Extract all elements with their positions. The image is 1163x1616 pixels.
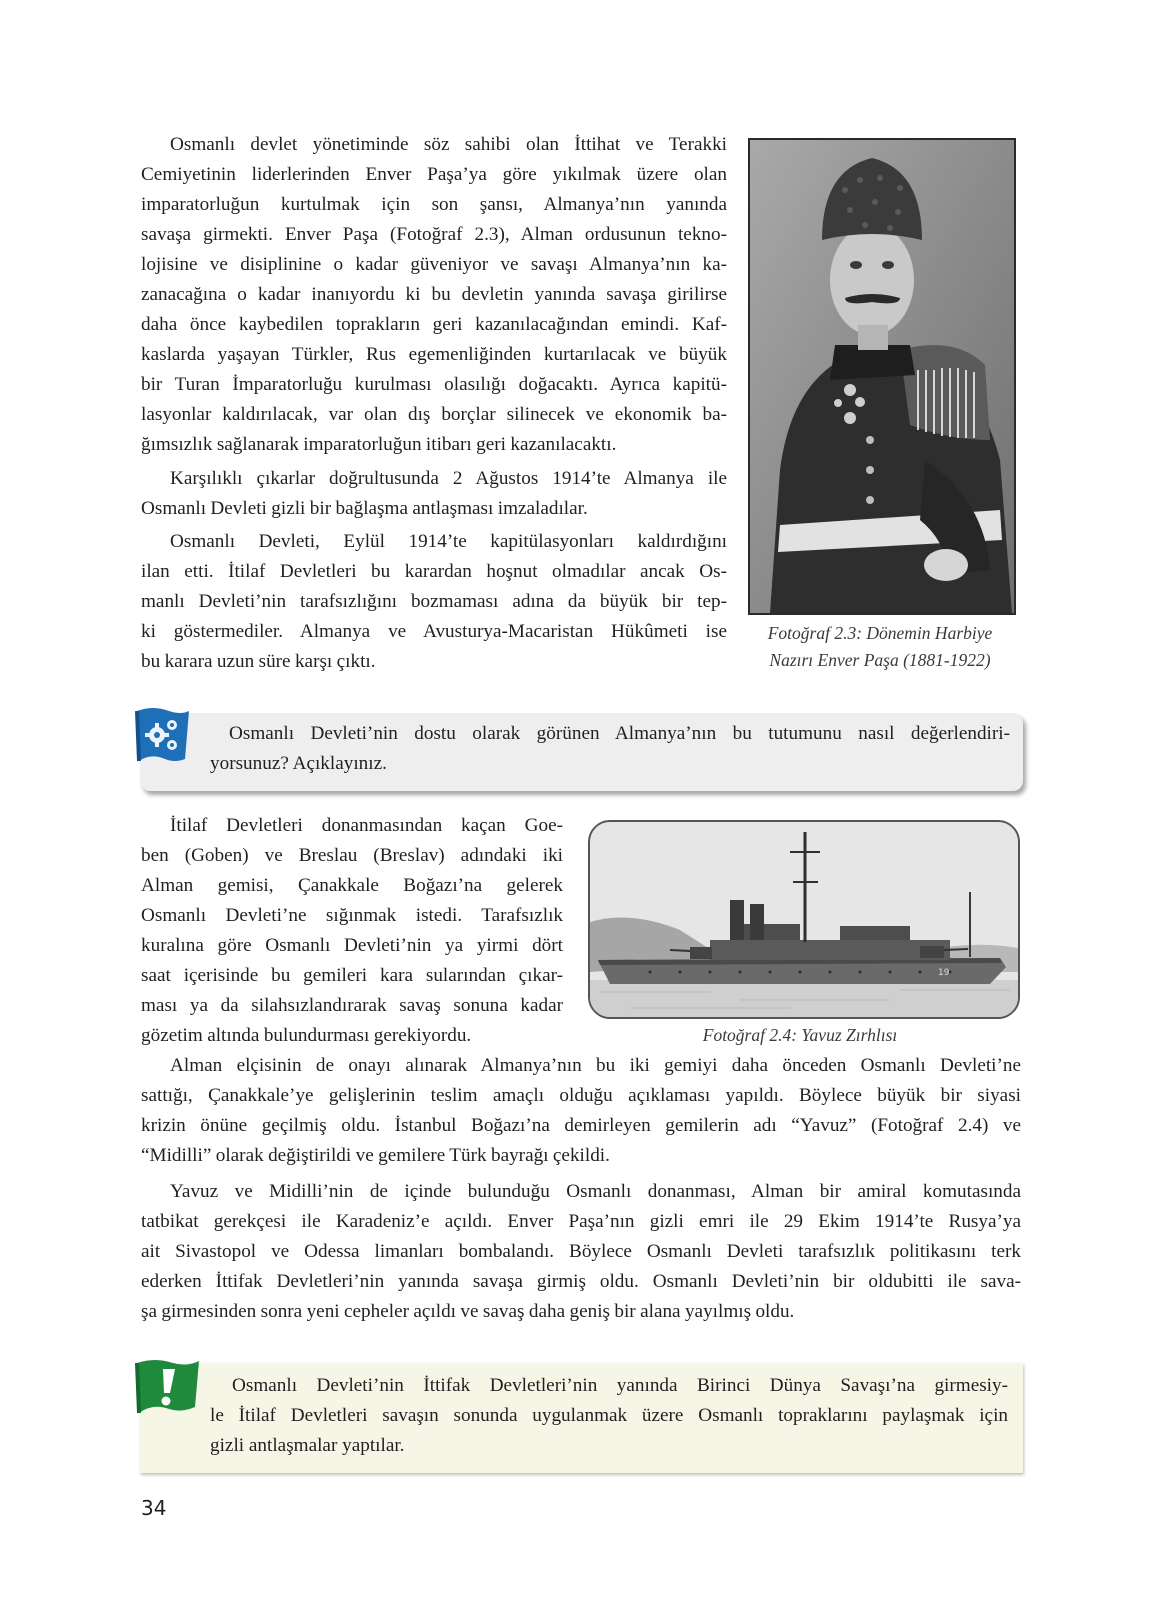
text-line: saat içerisinde bu gemileri kara sularından çıkar- (141, 965, 563, 986)
text-line: ilan etti. İtilaf Devletleri bu karardan hoşnut olmadılar ancak Os- (141, 561, 727, 582)
text-line: imparatorluğun kurtulmak için son şansı, Almanya’nın yanında (141, 194, 727, 215)
text-line: kuralına göre Osmanlı Devleti’nin ya yirmi dört (141, 935, 563, 956)
paragraph-3 (141, 527, 727, 677)
text-line: Osmanlı devlet yönetiminde söz sahibi olan İttihat ve Terakki (170, 134, 727, 155)
ship-illustration (590, 822, 1018, 1017)
info-text (210, 1371, 1008, 1461)
text-line: ki göstermediler. Almanya ve Avusturya-Macaristan Hükûmeti ise (141, 621, 727, 642)
text-line: bir Turan İmparatorluğu kurulması olasılığı doğacaktı. Ayrıca kapitü- (141, 374, 727, 395)
text-line: lasyonlar kaldırılacak, var olan dış borçlar silinecek ve ekonomik ba- (141, 404, 727, 425)
question-line: yorsunuz? Açıklayınız. (210, 753, 387, 774)
text-line: krizin önüne geçilmiş oldu. İstanbul Boğazı’na demirleyen gemilerin adı “Yavuz” (Fotoğraf 2.4) ve (141, 1115, 1021, 1136)
paragraph-2 (141, 464, 727, 524)
text-line: Osmanlı Devleti gizli bir bağlaşma antlaşması imzaladılar. (141, 498, 588, 519)
question-text (210, 719, 1010, 779)
text-line: ması ya da silahsızlandırarak savaş sonuna kadar (141, 995, 563, 1016)
text-line: Osmanlı Devleti, Eylül 1914’te kapitülasyonları kaldırdığını (170, 531, 727, 552)
text-line: Karşılıklı çıkarlar doğrultusunda 2 Ağustos 1914’te Almanya ile (170, 468, 727, 489)
paragraph-4 (141, 811, 563, 1051)
text-line: ederken İttifak Devletleri’nin yanında savaşa girmiş oldu. Osmanlı Devleti’nin bir oldubitti ile sava- (141, 1271, 1021, 1292)
question-flag (133, 705, 191, 767)
text-line: Alman elçisinin de onayı alınarak Almanya’nın bu iki gemiyi daha önceden Osmanlı Devleti’ne (170, 1055, 1021, 1076)
text-line: gözetim altında bulundurması gerekiyordu. (141, 1025, 472, 1046)
info-box (140, 1363, 1023, 1473)
text-line: ait Sivastopol ve Odessa limanları bombalandı. Böylece Osmanlı Devleti tarafsızlık politikasını terk (141, 1241, 1021, 1262)
question-line: Osmanlı Devleti’nin dostu olarak görünen Almanya’nın bu tutumunu nasıl değerlendiri- (229, 723, 1010, 744)
question-box (140, 713, 1023, 791)
text-line: Alman gemisi, Çanakkale Boğazı’na gelerek (141, 875, 563, 896)
paragraph-5 (141, 1051, 1021, 1171)
text-line: daha önce kaybedilen toprakların geri kazanılacağından emindi. Kaf- (141, 314, 727, 335)
text-line: kaslarda yaşayan Türkler, Rus egemenliğinden kurtarılacak ve büyük (141, 344, 727, 365)
paragraph-1 (141, 130, 727, 460)
text-line: İtilaf Devletleri donanmasından kaçan Goe- (170, 815, 563, 836)
text-line: “Midilli” olarak değiştirildi ve gemilere Türk bayrağı çekildi. (141, 1145, 610, 1166)
text-line: savaşa girmekti. Enver Paşa (Fotoğraf 2.3), Alman ordusunun tekno- (141, 224, 727, 245)
text-line: Cemiyetinin liderlerinden Enver Paşa’ya göre yıkılmak üzere olan (141, 164, 727, 185)
paragraph-6 (141, 1177, 1021, 1327)
text-line: manlı Devleti’nin tarafsızlığını bozmaması adına da büyük bir tep- (141, 591, 727, 612)
hull-number: 19 (938, 968, 950, 978)
text-line: sattığı, Çanakkale’ye gelişlerinin teslim amaçlı olduğu açıklaması yapıldı. Böylece büyük bir siyasi (141, 1085, 1021, 1106)
info-line: Osmanlı Devleti’nin İttifak Devletleri’nin yanında Birinci Dünya Savaşı’na girmesiy- (232, 1375, 1008, 1396)
text-line: tatbikat gerekçesi ile Karadeniz’e açıldı. Enver Paşa’nın gizli emri ile 29 Ekim 1914’te Rusya’ya (141, 1211, 1021, 1232)
text-line: ben (Goben) ve Breslau (Breslav) adındaki iki (141, 845, 563, 866)
text-line: şa girmesinden sonra yeni cepheler açıldı ve savaş daha geniş bir alana yayılmış oldu. (141, 1301, 795, 1322)
info-line: gizli antlaşmalar yaptılar. (210, 1435, 405, 1456)
caption-line: Fotoğraf 2.3: Dönemin Harbiye (767, 623, 993, 643)
photo-2-4-caption: Fotoğraf 2.4: Yavuz Zırhlısı (702, 1025, 898, 1045)
info-flag (133, 1355, 201, 1419)
info-line: le İtilaf Devletleri savaşın sonunda uygulanmak üzere Osmanlı topraklarını paylaşmak için (210, 1405, 1008, 1426)
text-line: Osmanlı Devleti’ne sığınmak istedi. Tarafsızlık (141, 905, 563, 926)
text-line: Yavuz ve Midilli’nin de içinde bulunduğu Osmanlı donanması, Alman bir amiral komutasında (170, 1181, 1021, 1202)
caption-line: Nazırı Enver Paşa (1881-1922) (769, 650, 991, 670)
text-line: lojisine ve disiplinine o kadar güveniyor ve savaşı Almanya’nın ka- (141, 254, 727, 275)
enver-pasa-photo (748, 138, 1016, 615)
text-line: zanacağına o kadar inanıyordu ki bu devletin yanında savaşa girilirse (141, 284, 727, 305)
yavuz-ship-photo (588, 820, 1020, 1019)
photo-2-3-caption (740, 620, 1020, 674)
portrait-illustration (750, 140, 1014, 613)
text-line: bu karara uzun süre karşı çıktı. (141, 651, 376, 672)
page-number: 34 (141, 1496, 167, 1520)
text-line: ğımsızlık sağlanarak imparatorluğun itibarı geri kazanılacaktı. (141, 434, 617, 455)
